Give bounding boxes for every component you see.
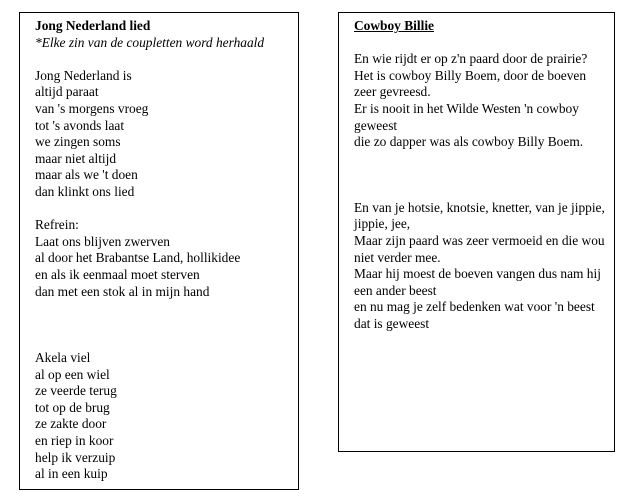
- stanza-line: Maar hij moest de boeven vangen dus nam hij een ander beest: [354, 266, 601, 298]
- song-title: Jong Nederland lied: [35, 18, 151, 33]
- stanza-line: en nu mag je zelf bedenken wat voor 'n beest dat is geweest: [354, 299, 595, 331]
- stanza-line: Het is cowboy Billy Boem, door de boeven zeer gevreesd.: [354, 67, 587, 100]
- refrain-line: dan met een stok al in mijn hand: [35, 283, 210, 299]
- verse-line: tot op de brug: [35, 399, 110, 415]
- verse-line: al in een kuip: [35, 466, 108, 482]
- verse-line: ze veerde terug: [35, 383, 117, 399]
- refrain-line: Laat ons blijven zwerven: [35, 233, 170, 249]
- verse-line: altijd paraat: [35, 84, 99, 100]
- verse-2: [35, 350, 298, 483]
- song-box-cowboy-billie: [338, 12, 615, 452]
- verse-line: tot 's avonds laat: [35, 117, 125, 133]
- stanza-line: Er is nooit in het Wilde Westen 'n cowboy geweest: [354, 100, 579, 133]
- song-note: *Elke zin van de coupletten word herhaald: [35, 34, 265, 50]
- stanza-line: En wie rijdt er op z'n paard door de prairie?: [354, 51, 588, 67]
- verse-line: ze zakte door: [35, 416, 107, 432]
- song-box-jong-nederland: [19, 12, 299, 490]
- verse-line: we zingen soms: [35, 134, 121, 150]
- stanza-1: [354, 51, 606, 151]
- verse-line: al op een wiel: [35, 366, 110, 382]
- verse-1: [35, 68, 298, 201]
- refrain-line: en als ik eenmaal moet sterven: [35, 266, 200, 282]
- refrain-line: al door het Brabantse Land, hollikidee: [35, 250, 241, 266]
- verse-line: Jong Nederland is: [35, 67, 132, 83]
- stanza-line: Maar zijn paard was zeer vermoeid en die wou niet verder mee.: [354, 232, 605, 265]
- stanza-2: [354, 200, 606, 333]
- verse-line: en riep in koor: [35, 433, 114, 449]
- verse-line: help ik verzuip: [35, 449, 116, 465]
- verse-line: van 's morgens vroeg: [35, 100, 149, 116]
- verse-line: maar niet altijd: [35, 150, 117, 166]
- verse-line: Akela viel: [35, 350, 91, 366]
- refrain-label: Refrein:: [35, 217, 79, 233]
- stanza-line: En van je hotsie, knotsie, knetter, van je jippie, jippie, jee,: [354, 199, 605, 232]
- verse-line: dan klinkt ons lied: [35, 183, 135, 199]
- refrain: [35, 217, 298, 300]
- verse-line: maar als we 't doen: [35, 167, 138, 183]
- stanza-line: die zo dapper was als cowboy Billy Boem.: [354, 134, 584, 150]
- song-title: Cowboy Billie: [354, 18, 434, 33]
